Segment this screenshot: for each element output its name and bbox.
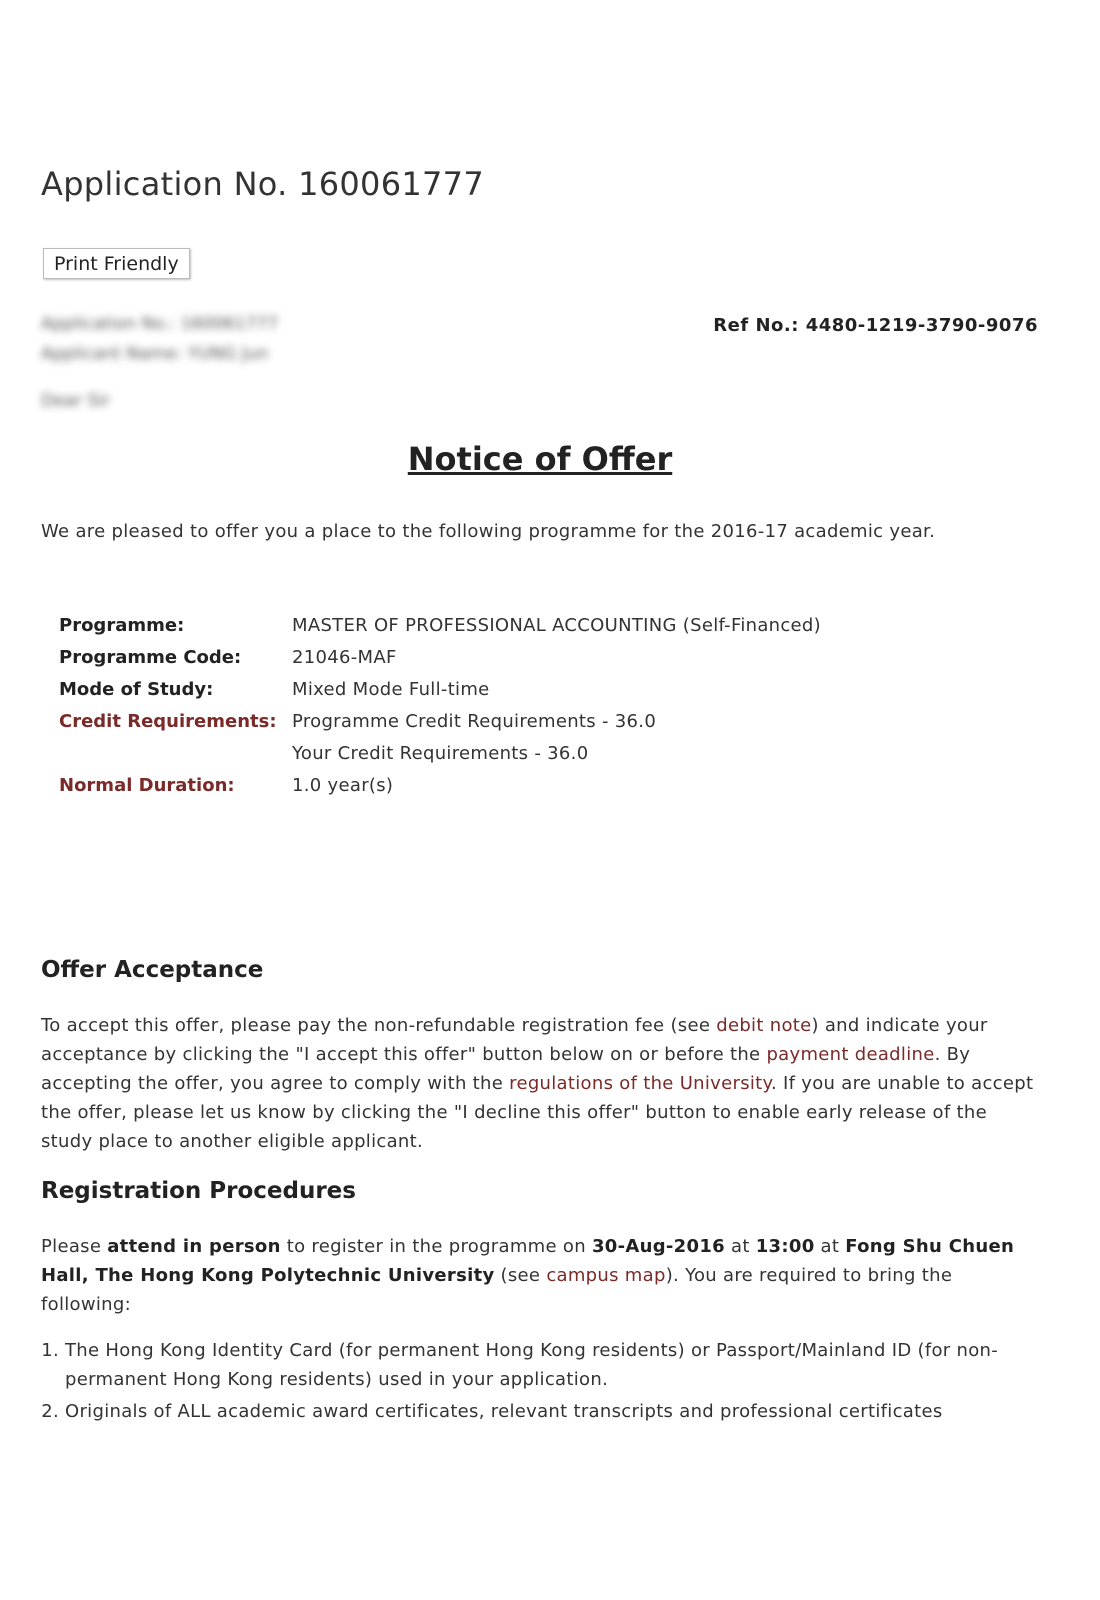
campus-map-link[interactable]: campus map — [546, 1265, 666, 1286]
list-item: 1. The Hong Kong Identity Card (for permanent Hong Kong residents) or Passport/Mainland ID (for non-permanent Hong Kong residents) used in your application. — [65, 1336, 1065, 1394]
credit-requirements-row — [59, 705, 821, 737]
programme-value: MASTER OF PROFESSIONAL ACCOUNTING (Self-Financed) — [292, 614, 821, 636]
mode-of-study-label: Mode of Study: — [59, 678, 214, 700]
credit-requirements-label: Credit Requirements: — [59, 710, 277, 732]
programme-label: Programme: — [59, 614, 185, 636]
applicant-name-redacted: Applicant Name: YUNG Jun — [41, 344, 269, 364]
salutation-redacted: Dear Sir — [41, 391, 110, 411]
your-credit-value: Your Credit Requirements - 36.0 — [292, 742, 589, 764]
offer-acceptance-text: To accept this offer, please pay the non-refundable registration fee (see debit note) and indicate your acceptance by clicking the "I accept this offer" button below on or before the payment deadline. By accepting the offer, you agree to comply with the regulations of the University. If you are unable to accept the offer, please let us know by clicking the "I decline this offer" button to enable early release of the study place to another eligible applicant. — [41, 1015, 1034, 1152]
programme-row — [59, 609, 821, 641]
normal-duration-label: Normal Duration: — [59, 774, 235, 796]
offer-acceptance-heading: Offer Acceptance — [41, 957, 264, 983]
programme-code-row — [59, 641, 821, 673]
mode-of-study-value: Mixed Mode Full-time — [292, 678, 490, 700]
notice-title: Notice of Offer — [407, 440, 673, 478]
payment-deadline-link[interactable]: payment deadline — [766, 1044, 935, 1065]
programme-details — [59, 609, 821, 801]
programme-code-value: 21046-MAF — [292, 646, 397, 668]
normal-duration-value: 1.0 year(s) — [292, 774, 394, 796]
applicant-number-redacted: Application No.: 160061777 — [41, 314, 279, 334]
regulations-link[interactable]: regulations of the University — [509, 1073, 771, 1094]
mode-of-study-row — [59, 673, 821, 705]
programme-credit-value: Programme Credit Requirements - 36.0 — [292, 710, 657, 732]
programme-code-label: Programme Code: — [59, 646, 242, 668]
registration-procedures-heading: Registration Procedures — [41, 1178, 356, 1204]
reference-number: Ref No.: 4480-1219-3790-9076 — [713, 315, 1038, 336]
page-title: Application No. 160061777 — [41, 165, 484, 203]
required-documents-list — [41, 1336, 1065, 1429]
print-friendly-button[interactable]: Print Friendly — [43, 248, 190, 279]
registration-text: Please attend in person to register in the programme on 30-Aug-2016 at 13:00 at Fong Shu Chuen Hall, The Hong Kong Polytechnic University (see campus map). You are required to bring the following: — [41, 1236, 1015, 1315]
list-item: 2. Originals of ALL academic award certificates, relevant transcripts and professional certificates — [65, 1397, 1065, 1426]
normal-duration-row — [59, 769, 821, 801]
debit-note-link[interactable]: debit note — [716, 1015, 812, 1036]
your-credit-row — [59, 737, 821, 769]
offer-intro: We are pleased to offer you a place to the following programme for the 2016-17 academic year. — [41, 521, 936, 542]
